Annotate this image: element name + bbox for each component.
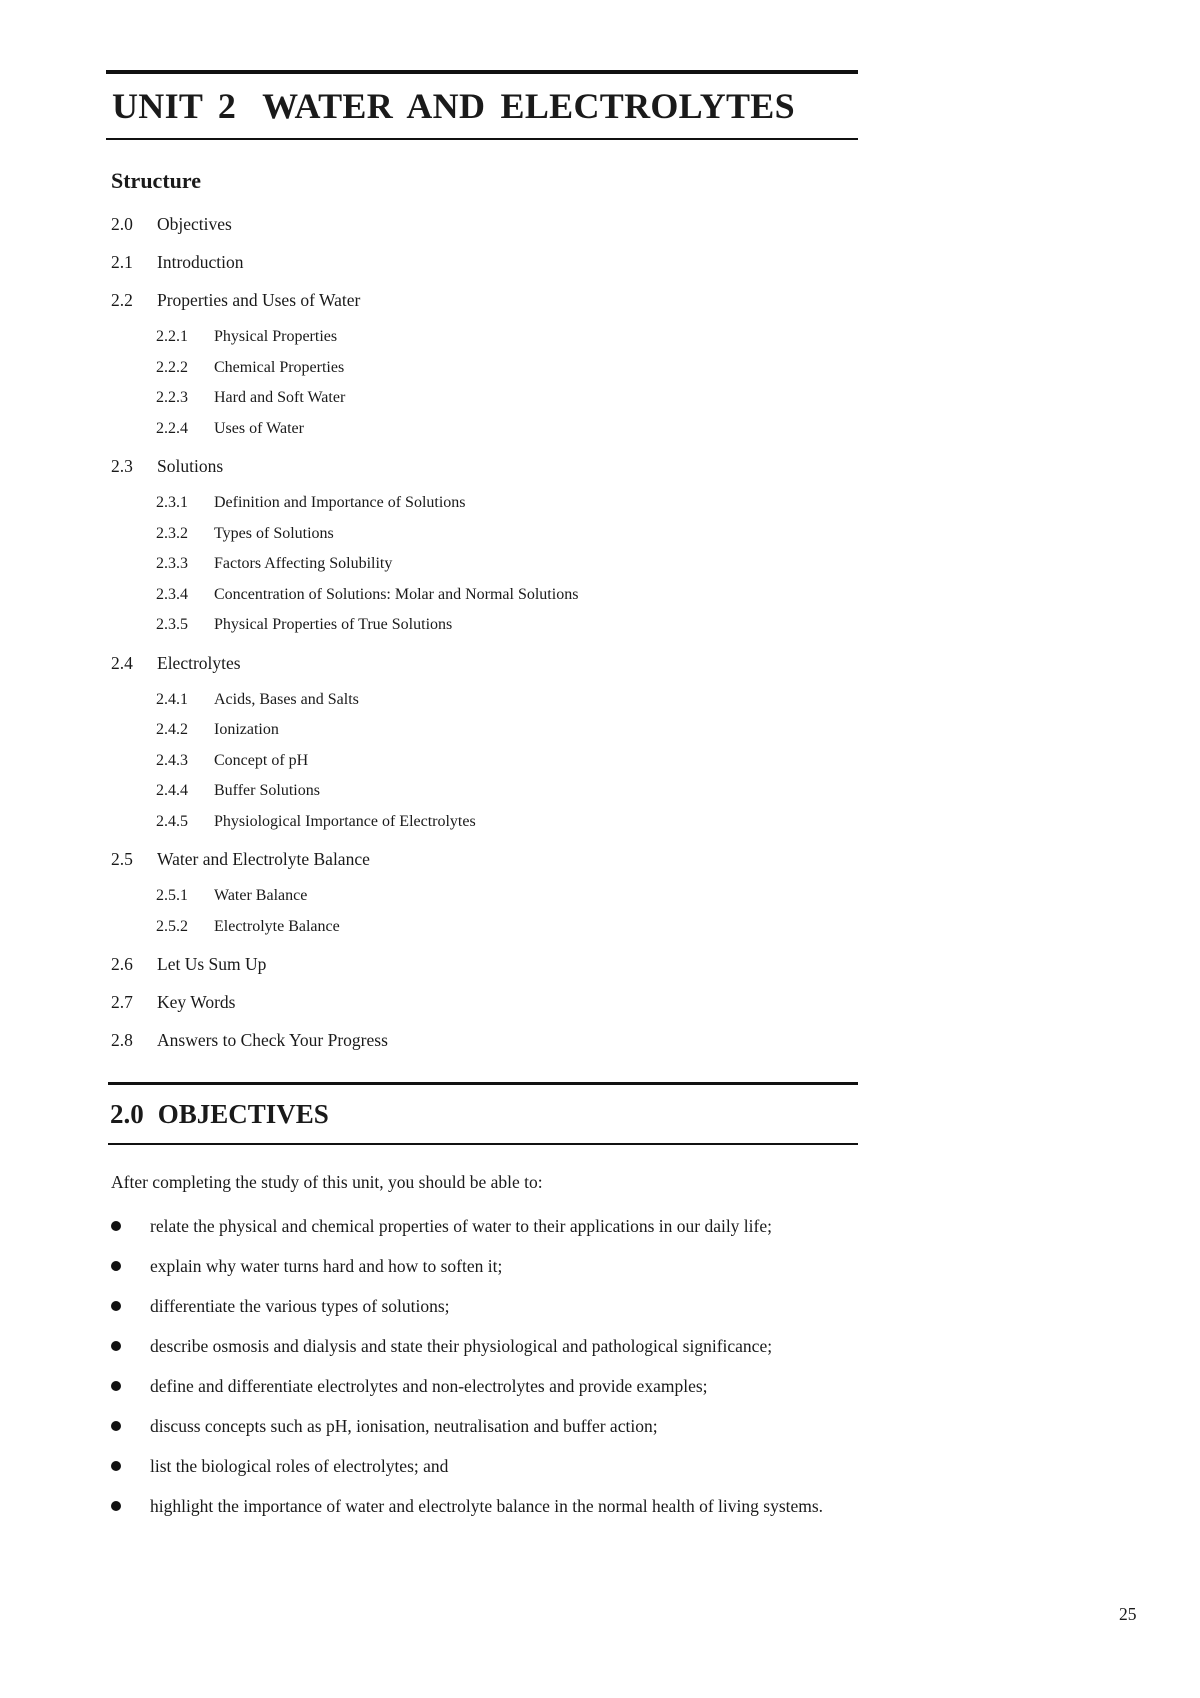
bullet-icon: [111, 1334, 150, 1358]
toc-subitem-label: Physical Properties of True Solutions: [214, 616, 453, 633]
unit-title-text: WATER AND ELECTROLYTES: [262, 86, 795, 126]
toc-subitem-number: 2.3.3: [156, 555, 188, 572]
bullet-icon: [111, 1414, 150, 1438]
toc-item-label: Introduction: [157, 252, 244, 272]
toc-subitem-number: 2.3.1: [156, 494, 188, 511]
unit-title: [112, 78, 858, 134]
toc-item: [111, 290, 831, 328]
toc-subitem-number: 2.4.4: [156, 782, 188, 799]
toc-item-label: Key Words: [157, 992, 236, 1012]
objectives-bottom-rule: [108, 1143, 858, 1145]
toc-subitem-label: Buffer Solutions: [214, 782, 320, 799]
bullet-icon: [111, 1494, 150, 1518]
toc-item-number: 2.7: [111, 992, 133, 1012]
toc-subitem-number: 2.4.1: [156, 690, 188, 708]
objective-text: define and differentiate electrolytes and non-electrolytes and provide examples;: [150, 1376, 708, 1396]
toc-subitem-label: Physiological Importance of Electrolytes: [214, 812, 476, 830]
header-bottom-rule: [106, 138, 858, 140]
toc-item-number: 2.3: [111, 456, 133, 476]
toc-item-number: 2.6: [111, 954, 133, 974]
toc-subitem-number: 2.3.4: [156, 585, 188, 603]
bullet-icon: [111, 1374, 150, 1398]
objective-item: [111, 1334, 851, 1358]
objective-text: explain why water turns hard and how to soften it;: [150, 1256, 503, 1276]
toc-subitem: [111, 525, 831, 556]
objective-item: [111, 1414, 851, 1438]
toc-item-label: Properties and Uses of Water: [157, 290, 361, 310]
toc-item: [111, 653, 831, 691]
toc-item-label: Answers to Check Your Progress: [157, 1030, 388, 1050]
toc-subitem-number: 2.3.5: [156, 616, 188, 633]
objectives-title: [110, 1093, 858, 1135]
toc-item: [111, 1030, 831, 1068]
toc-item: [111, 849, 831, 887]
toc-subitem-label: Concept of pH: [214, 751, 309, 769]
toc-subitem-number: 2.2.4: [156, 419, 188, 437]
bullet-icon: [111, 1454, 150, 1478]
toc-item-label: Objectives: [157, 214, 232, 234]
objective-text: describe osmosis and dialysis and state their physiological and pathological significance;: [150, 1336, 773, 1356]
toc-subitem: [111, 389, 831, 420]
objectives-list: [111, 1214, 851, 1534]
objective-text: relate the physical and chemical properties of water to their applications in our daily life;: [150, 1216, 772, 1236]
toc-subitem-label: Definition and Importance of Solutions: [214, 494, 466, 511]
toc-subitem-label: Concentration of Solutions: Molar and Normal Solutions: [214, 585, 579, 603]
toc-item-number: 2.8: [111, 1030, 133, 1050]
objectives-heading: OBJECTIVES: [157, 1099, 329, 1129]
toc-subitem: [111, 359, 831, 390]
toc-item: [111, 252, 831, 290]
objective-item: [111, 1494, 851, 1518]
toc-subitem: [111, 918, 831, 949]
toc-item-label: Let Us Sum Up: [157, 954, 267, 974]
toc-subitem-number: 2.4.3: [156, 751, 188, 769]
objective-text: differentiate the various types of solutions;: [150, 1296, 450, 1316]
toc-item-number: 2.0: [111, 214, 133, 234]
toc-item-number: 2.1: [111, 252, 133, 272]
structure-heading: Structure: [111, 168, 202, 193]
objective-text: list the biological roles of electrolytes; and: [150, 1456, 449, 1476]
objective-text: highlight the importance of water and electrolyte balance in the normal health of living systems.: [150, 1496, 824, 1516]
toc-subitem-label: Physical Properties: [214, 328, 338, 345]
header-top-rule: [106, 70, 858, 74]
toc-subitem: [111, 420, 831, 451]
toc-subitem-label: Types of Solutions: [214, 524, 334, 542]
bullet-icon: [111, 1294, 150, 1318]
objectives-number: 2.0: [110, 1099, 144, 1129]
objectives-intro: After completing the study of this unit, you should be able to:: [111, 1172, 543, 1192]
page-number: 25: [1119, 1604, 1137, 1624]
toc-subitem-number: 2.4.2: [156, 721, 188, 738]
objective-item: [111, 1214, 851, 1238]
toc-subitem-label: Hard and Soft Water: [214, 389, 346, 406]
objective-item: [111, 1454, 851, 1478]
objectives-header: [108, 1082, 858, 1145]
toc-subitem-label: Factors Affecting Solubility: [214, 555, 393, 572]
toc-item: [111, 456, 831, 494]
toc-item: [111, 954, 831, 992]
structure-list: [111, 214, 831, 1068]
bullet-icon: [111, 1254, 150, 1278]
toc-subitem: [111, 555, 831, 586]
toc-subitem: [111, 752, 831, 783]
toc-subitem: [111, 813, 831, 844]
toc-subitem-number: 2.4.5: [156, 812, 188, 830]
toc-subitem-number: 2.3.2: [156, 524, 188, 542]
toc-item-number: 2.4: [111, 652, 133, 673]
toc-subitem-label: Chemical Properties: [214, 358, 345, 376]
unit-header: [106, 70, 858, 140]
toc-item-label: Solutions: [157, 456, 224, 476]
toc-subitem-number: 2.2.2: [156, 358, 188, 376]
toc-item-number: 2.2: [111, 290, 133, 310]
toc-subitem-label: Electrolyte Balance: [214, 917, 340, 935]
toc-subitem: [111, 586, 831, 617]
toc-subitem: [111, 616, 831, 647]
toc-subitem: [111, 494, 831, 525]
toc-subitem: [111, 887, 831, 918]
objectives-top-rule: [108, 1082, 858, 1085]
objective-item: [111, 1294, 851, 1318]
toc-item: [111, 992, 831, 1030]
objective-item: [111, 1374, 851, 1398]
toc-subitem-label: Acids, Bases and Salts: [214, 690, 359, 708]
toc-item-number: 2.5: [111, 849, 133, 869]
bullet-icon: [111, 1214, 150, 1238]
toc-subitem: [111, 782, 831, 813]
toc-subitem-number: 2.5.2: [156, 917, 188, 935]
toc-subitem: [111, 691, 831, 722]
toc-subitem-number: 2.5.1: [156, 887, 188, 904]
toc-subitem-number: 2.2.1: [156, 328, 188, 345]
unit-number: UNIT 2: [112, 86, 237, 126]
toc-subitem-label: Water Balance: [214, 887, 308, 904]
toc-item-label: Water and Electrolyte Balance: [157, 849, 370, 869]
toc-subitem-number: 2.2.3: [156, 389, 188, 406]
toc-subitem: [111, 328, 831, 359]
toc-item: [111, 214, 831, 252]
objective-text: discuss concepts such as pH, ionisation, neutralisation and buffer action;: [150, 1416, 658, 1436]
toc-subitem: [111, 721, 831, 752]
toc-item-label: Electrolytes: [157, 652, 241, 673]
toc-subitem-label: Uses of Water: [214, 419, 304, 437]
toc-subitem-label: Ionization: [214, 721, 279, 738]
objective-item: [111, 1254, 851, 1278]
